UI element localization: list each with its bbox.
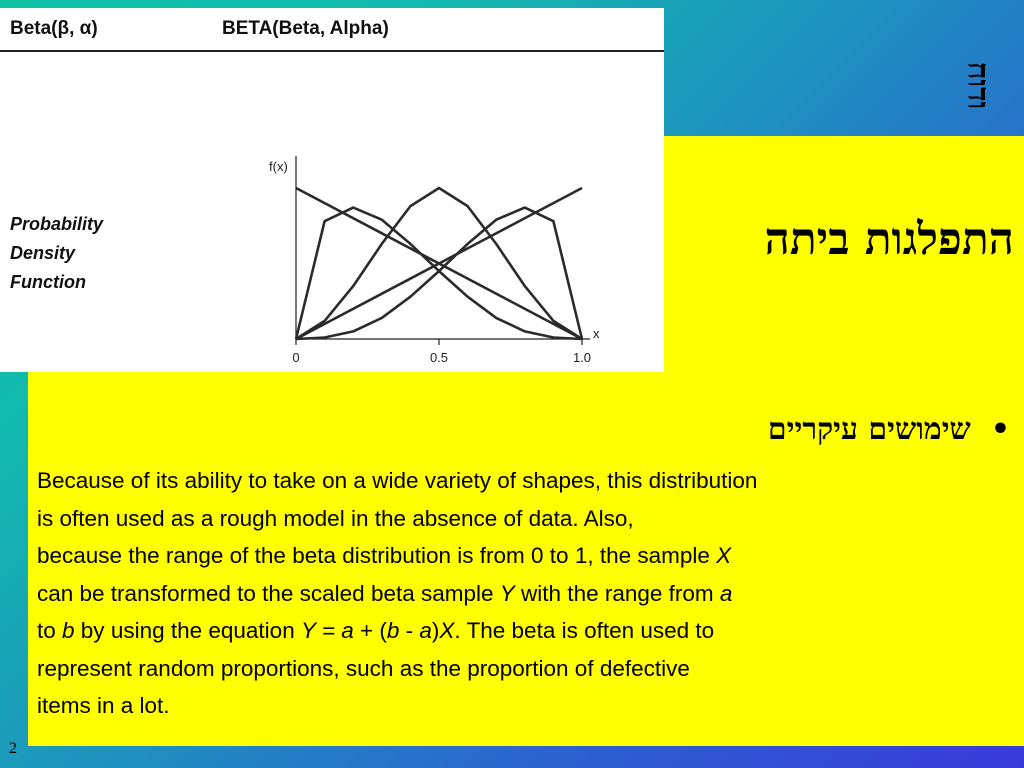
y-axis-label: f(x) [269, 159, 288, 174]
bullet-text: שימושים עיקריים [767, 412, 971, 447]
page-number: 2 [9, 740, 17, 757]
italic-term: a [719, 580, 733, 606]
italic-term: Y [499, 580, 515, 606]
body-line: represent random proportions, such as the proportion of defective [37, 655, 690, 681]
body-line: items in a lot. [37, 693, 170, 718]
x-axis-label: x [593, 326, 600, 341]
pdf-label-line: Probability [10, 214, 104, 234]
beta-pdf-chart [0, 8, 664, 372]
body-line [37, 537, 977, 575]
text-segment: because the range of the beta distribution is from 0 to 1, the sample [37, 543, 717, 568]
slide-title: התפלגות ביתה [764, 214, 1014, 265]
text-segment: + ( [353, 618, 387, 643]
bullet-icon: • [990, 412, 1010, 447]
italic-term: X [716, 543, 732, 568]
beta-figure [0, 8, 664, 372]
corner-label-box [958, 24, 998, 136]
text-segment: to [37, 618, 63, 643]
x-tick-label: 0.5 [429, 350, 449, 365]
italic-term: Y = a [300, 618, 354, 643]
italic-term: a [419, 618, 432, 643]
text-segment: can be transformed to the scaled beta sample [37, 580, 500, 606]
text-segment: by using the equation [74, 618, 301, 643]
pdf-label-line: Function [10, 272, 86, 292]
x-tick-label: 1.0 [572, 350, 592, 365]
body-line [37, 612, 977, 650]
text-segment: ) [431, 618, 440, 643]
header-left: Beta(β, α) [10, 18, 98, 39]
text-segment: - [399, 618, 420, 643]
body-line: is often used as a rough model in the absence of data. Also, [37, 505, 634, 531]
body-paragraph [37, 462, 977, 725]
body-line: Because of its ability to take on a wide variety of shapes, this distribution [37, 468, 758, 493]
italic-term: b [62, 618, 75, 643]
body-line [37, 575, 977, 613]
text-segment: with the range from [514, 580, 720, 606]
corner-label: ודוח [960, 61, 996, 110]
series-line-3 [296, 208, 582, 339]
text-segment: . The beta is often used to [454, 618, 715, 643]
header-right: BETA(Beta, Alpha) [222, 18, 389, 39]
series-line-4 [296, 208, 582, 339]
bullet-item [768, 412, 1010, 447]
pdf-label-line: Density [10, 243, 76, 263]
italic-term: b [386, 618, 400, 643]
italic-term: X [439, 618, 455, 643]
x-tick-label: 0 [292, 350, 300, 365]
